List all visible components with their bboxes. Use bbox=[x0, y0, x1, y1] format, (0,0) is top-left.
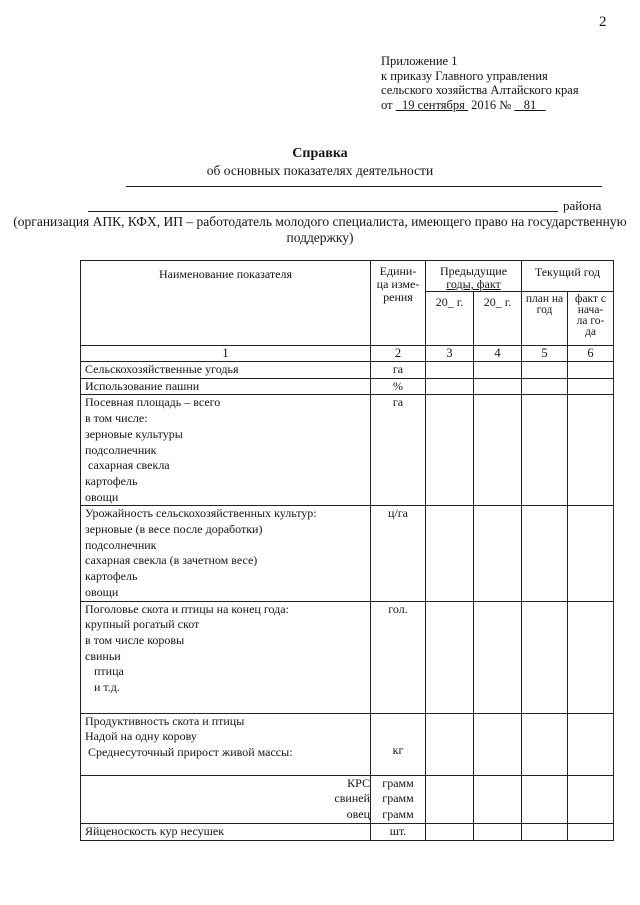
indicator-line: Посевная площадь – всего bbox=[85, 395, 221, 410]
appendix-line-1: Приложение 1 bbox=[381, 54, 458, 68]
value-cell[interactable] bbox=[522, 378, 568, 395]
unit-value: га bbox=[392, 395, 404, 410]
value-cell[interactable] bbox=[522, 506, 568, 601]
table-row bbox=[81, 713, 614, 775]
col-number: 5 bbox=[522, 346, 568, 362]
unit-value: грамм bbox=[382, 775, 414, 790]
value-cell[interactable] bbox=[474, 395, 522, 506]
date-prefix: от bbox=[381, 97, 396, 112]
value-cell[interactable] bbox=[426, 506, 474, 601]
table-body bbox=[81, 362, 614, 841]
value-cell[interactable] bbox=[568, 823, 614, 840]
value-cell[interactable] bbox=[474, 601, 522, 713]
indicator-name-cell bbox=[81, 823, 371, 840]
header-fact-line: факт с bbox=[575, 293, 606, 305]
value-cell[interactable] bbox=[522, 775, 568, 823]
indicator-line: подсолнечник bbox=[85, 442, 157, 457]
appendix-line-3: сельского хозяйства Алтайского края bbox=[381, 83, 579, 97]
organization-note: (организация АПК, КФХ, ИП – работодатель молодого специалиста, имеющего право на государственную поддержку) bbox=[13, 214, 627, 245]
header-current-year: Текущий год bbox=[522, 261, 614, 292]
order-year-no: 2016 № bbox=[468, 97, 515, 112]
indicator-line: сахарная свекла (в зачетном весе) bbox=[85, 553, 258, 568]
indicator-line: Яйценоскость кур несушек bbox=[85, 823, 225, 838]
page-number: 2 bbox=[599, 14, 607, 30]
indicator-line: Сельскохозяйственные угодья bbox=[85, 362, 239, 376]
unit-cell bbox=[371, 601, 426, 713]
header-fact-line: ла го- bbox=[576, 315, 605, 327]
value-cell[interactable] bbox=[522, 601, 568, 713]
header-unit bbox=[371, 261, 426, 346]
header-prev-line: Предыдущие bbox=[439, 264, 508, 278]
value-cell[interactable] bbox=[474, 362, 522, 379]
value-cell[interactable] bbox=[426, 775, 474, 823]
indicator-line: овощи bbox=[85, 584, 119, 599]
indicator-name-cell bbox=[81, 395, 371, 506]
indicator-name-cell bbox=[81, 713, 371, 775]
appendix-block bbox=[381, 54, 579, 112]
indicator-line: Использование пашни bbox=[85, 378, 200, 393]
value-cell[interactable] bbox=[568, 378, 614, 395]
indicator-line: зерновые (в весе после доработки) bbox=[85, 522, 263, 537]
value-cell[interactable] bbox=[568, 713, 614, 775]
table-row bbox=[81, 506, 614, 601]
unit-value: гол. bbox=[388, 601, 408, 616]
appendix-line-2: к приказу Главного управления bbox=[381, 68, 548, 83]
indicator-name-cell bbox=[81, 601, 371, 713]
header-unit-line: рения bbox=[383, 290, 413, 304]
district-label: района bbox=[563, 198, 602, 213]
unit-cell bbox=[371, 823, 426, 840]
header-prev-line: годы, факт bbox=[446, 277, 501, 291]
indicator-line bbox=[85, 696, 370, 712]
indicator-line: Среднесуточный прирост живой массы: bbox=[85, 744, 293, 759]
unit-value bbox=[371, 759, 425, 775]
unit-value: грамм bbox=[382, 791, 414, 806]
indicator-line: свиньи bbox=[85, 648, 121, 663]
doc-title: Справка bbox=[292, 146, 348, 161]
indicator-line: овощи bbox=[85, 489, 119, 504]
value-cell[interactable] bbox=[426, 823, 474, 840]
header-prev-year-b: 20_ г. bbox=[474, 292, 522, 346]
value-cell[interactable] bbox=[474, 506, 522, 601]
indicator-line: в том числе коровы bbox=[85, 632, 185, 647]
indicator-line: картофель bbox=[85, 473, 138, 488]
unit-cell bbox=[371, 775, 426, 823]
header-prev-year-a: 20_ г. bbox=[426, 292, 474, 346]
indicator-line: свиней bbox=[334, 791, 370, 806]
indicator-line: птица bbox=[85, 664, 124, 679]
order-number bbox=[514, 98, 545, 112]
blank-line-district bbox=[88, 211, 558, 212]
indicator-name-cell bbox=[81, 506, 371, 601]
col-number: 1 bbox=[81, 346, 371, 362]
value-cell[interactable] bbox=[568, 775, 614, 823]
header-unit-line: ца изме- bbox=[376, 277, 420, 291]
indicator-name-cell bbox=[81, 362, 371, 379]
table-row bbox=[81, 362, 614, 379]
value-cell[interactable] bbox=[426, 378, 474, 395]
table-row bbox=[81, 601, 614, 713]
header-fact bbox=[568, 292, 614, 346]
order-number-value: 81 bbox=[523, 97, 537, 112]
indicator-line: КРС bbox=[347, 775, 370, 790]
indicator-line: картофель bbox=[85, 569, 138, 584]
header-plan-line: план на bbox=[525, 293, 564, 305]
indicator-line: Продуктивность скота и птицы bbox=[85, 713, 245, 728]
header-plan bbox=[522, 292, 568, 346]
indicator-line: сахарная свекла bbox=[85, 458, 170, 473]
indicator-line: подсолнечник bbox=[85, 537, 157, 552]
indicator-line: Надой на одну корову bbox=[85, 729, 197, 744]
unit-value: ц/га bbox=[387, 506, 408, 521]
indicator-line: и т.д. bbox=[85, 680, 120, 695]
value-cell[interactable] bbox=[568, 506, 614, 601]
table-row bbox=[81, 775, 614, 823]
unit-value: грамм bbox=[382, 806, 414, 821]
col-number: 4 bbox=[474, 346, 522, 362]
unit-cell bbox=[371, 378, 426, 395]
indicator-line: в том числе: bbox=[85, 411, 148, 426]
unit-cell bbox=[371, 362, 426, 379]
value-cell[interactable] bbox=[474, 823, 522, 840]
col-number: 3 bbox=[426, 346, 474, 362]
header-fact-line: нача- bbox=[577, 304, 604, 316]
value-cell[interactable] bbox=[522, 823, 568, 840]
unit-value bbox=[371, 728, 425, 744]
indicator-line: зерновые культуры bbox=[85, 426, 183, 441]
unit-cell bbox=[371, 506, 426, 601]
value-cell[interactable] bbox=[474, 775, 522, 823]
indicator-line: Урожайность сельскохозяйственных культур: bbox=[85, 506, 317, 521]
value-cell[interactable] bbox=[426, 395, 474, 506]
header-indicator-name: Наименование показателя bbox=[81, 261, 371, 346]
value-cell[interactable] bbox=[426, 601, 474, 713]
unit-cell bbox=[371, 395, 426, 506]
col-number: 2 bbox=[371, 346, 426, 362]
value-cell[interactable] bbox=[568, 395, 614, 506]
value-cell[interactable] bbox=[474, 713, 522, 775]
header-plan-line: год bbox=[536, 304, 553, 316]
value-cell[interactable] bbox=[568, 601, 614, 713]
blank-line-organization bbox=[126, 186, 602, 187]
table-row bbox=[81, 378, 614, 395]
value-cell[interactable] bbox=[522, 713, 568, 775]
unit-value: шт. bbox=[389, 823, 407, 838]
header-previous-years bbox=[426, 261, 522, 292]
col-number: 6 bbox=[568, 346, 614, 362]
unit-value: га bbox=[392, 362, 404, 376]
header-unit-line: Едини- bbox=[379, 264, 417, 278]
indicators-table bbox=[80, 260, 614, 841]
unit-value: % bbox=[393, 378, 403, 393]
order-date bbox=[396, 98, 468, 112]
indicator-line: Поголовье скота и птицы на конец года: bbox=[85, 601, 289, 616]
value-cell[interactable] bbox=[522, 362, 568, 379]
indicator-line: овец bbox=[346, 807, 370, 822]
unit-cell bbox=[371, 713, 426, 775]
value-cell[interactable] bbox=[568, 362, 614, 379]
appendix-date-line bbox=[381, 98, 579, 113]
value-cell[interactable] bbox=[426, 362, 474, 379]
table-row bbox=[81, 823, 614, 840]
order-date-value: 19 сентября bbox=[401, 97, 465, 112]
doc-subtitle: об основных показателях деятельности bbox=[206, 163, 434, 178]
indicator-name-cell bbox=[81, 775, 371, 823]
column-numbers-row bbox=[81, 346, 614, 362]
indicator-line: крупный рогатый скот bbox=[85, 617, 200, 632]
value-cell[interactable] bbox=[522, 395, 568, 506]
indicator-name-cell bbox=[81, 378, 371, 395]
value-cell[interactable] bbox=[426, 713, 474, 775]
unit-value: кг bbox=[392, 743, 404, 758]
table-row bbox=[81, 395, 614, 506]
value-cell[interactable] bbox=[474, 378, 522, 395]
header-fact-line: да bbox=[585, 326, 596, 338]
